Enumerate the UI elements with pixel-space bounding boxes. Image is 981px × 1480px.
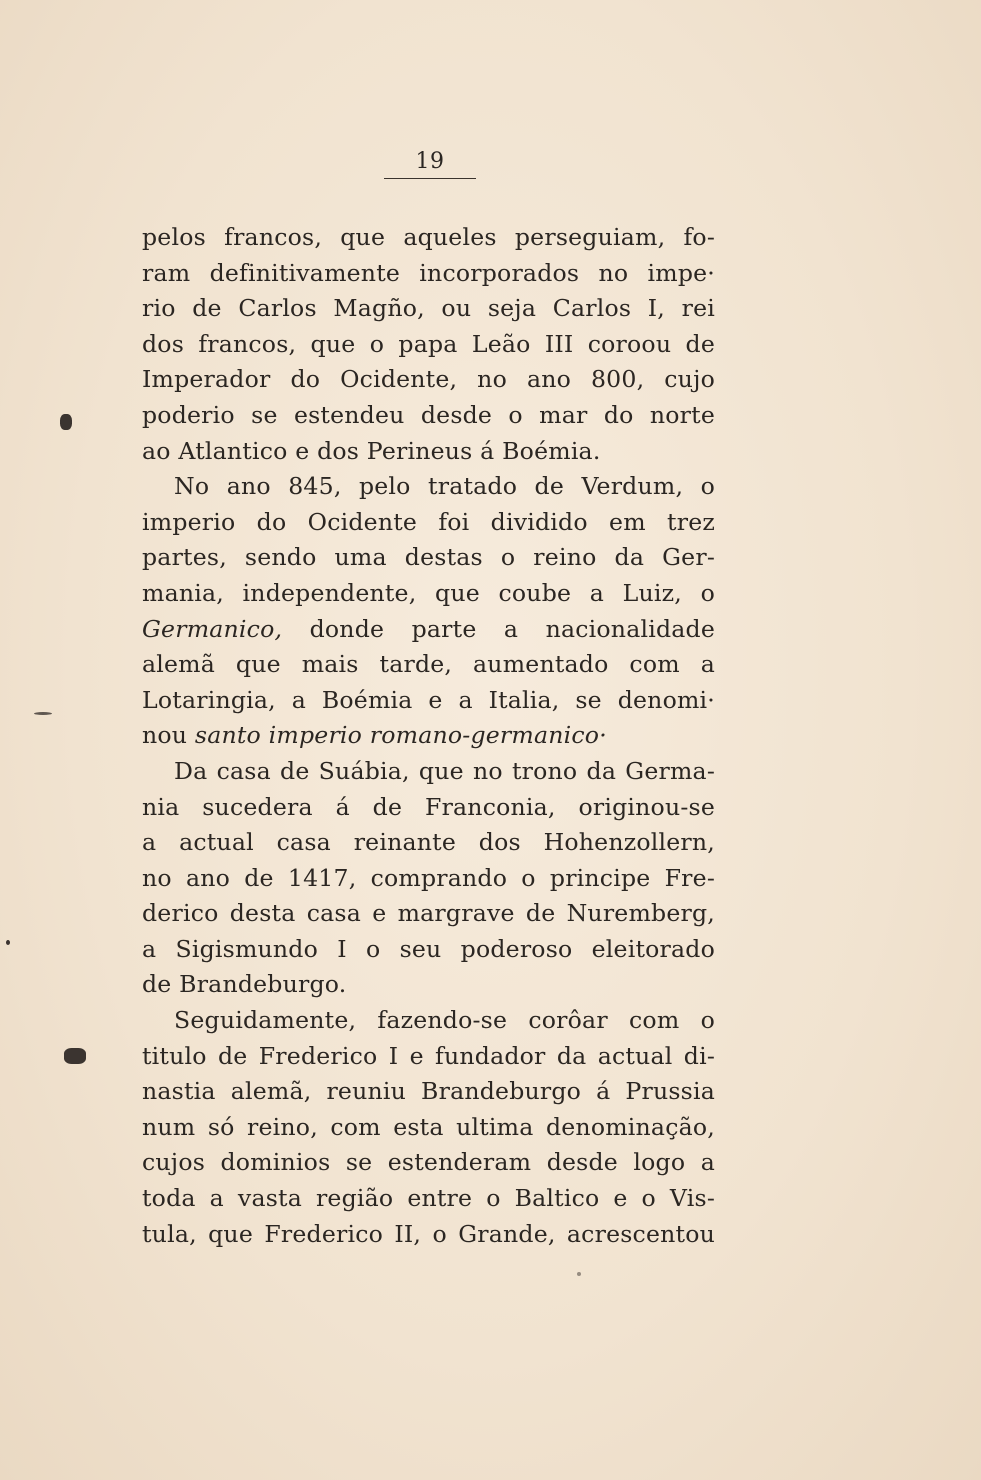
text-line: a Sigismundo I o seu poderoso eleitorado bbox=[142, 934, 715, 963]
text-line: nia sucedera á de Franconia, originou-se bbox=[142, 792, 715, 821]
text-line: num só reino, com esta ultima denominação, bbox=[142, 1112, 715, 1141]
text-line: poderio se estendeu desde o mar do norte bbox=[142, 400, 715, 429]
text-line: Lotaringia, a Boémia e a Italia, se denomi· bbox=[142, 685, 715, 714]
text-line: tula, que Frederico II, o Grande, acrescentou bbox=[142, 1219, 715, 1248]
text-line: derico desta casa e margrave de Nuremberg, bbox=[142, 899, 715, 928]
text-line: Da casa de Suábia, que no trono da Germa- bbox=[174, 756, 715, 785]
paper-speck bbox=[577, 1272, 581, 1276]
page-header bbox=[384, 148, 476, 179]
text-span: nou bbox=[142, 721, 195, 750]
text-line: dos francos, que o papa Leão III coroou de bbox=[142, 329, 715, 358]
text-line: titulo de Frederico I e fundador da actual di- bbox=[142, 1041, 715, 1070]
text-line: pelos francos, que aqueles perseguiam, fo- bbox=[142, 223, 715, 251]
text-line: a actual casa reinante dos Hohenzollern, bbox=[142, 828, 715, 857]
text-line: alemã que mais tarde, aumentado com a bbox=[142, 650, 715, 679]
paper-speck bbox=[60, 414, 72, 430]
text-line: Imperador do Ocidente, no ano 800, cujo bbox=[142, 365, 715, 394]
page-number-rule bbox=[384, 178, 476, 179]
text-line: mania, independente, que coube a Luiz, o bbox=[142, 578, 715, 607]
text-line: de Brandeburgo. bbox=[142, 970, 347, 999]
text-line: cujos dominios se estenderam desde logo a bbox=[142, 1148, 715, 1177]
body-text bbox=[142, 220, 715, 1252]
page-number: 19 bbox=[415, 149, 445, 174]
text-line: imperio do Ocidente foi dividido em trez bbox=[142, 507, 715, 536]
text-line: Seguidamente, fazendo-se corôar com o bbox=[174, 1006, 715, 1035]
text-line: no ano de 1417, comprando o principe Fre- bbox=[142, 863, 715, 892]
text-line: partes, sendo uma destas o reino da Ger- bbox=[142, 543, 715, 572]
paper-speck bbox=[6, 940, 10, 945]
text-line: ao Atlantico e dos Perineus á Boémia. bbox=[142, 436, 601, 465]
paper-speck bbox=[34, 712, 52, 715]
text-line bbox=[142, 718, 715, 754]
text-span: donde parte a nacionalidade bbox=[282, 614, 715, 643]
italic-term: santo imperio romano-germanico· bbox=[194, 721, 607, 750]
paper-speck bbox=[64, 1048, 86, 1064]
text-line bbox=[142, 612, 715, 648]
text-line: nastia alemã, reuniu Brandeburgo á Prussia bbox=[142, 1077, 715, 1106]
text-line: toda a vasta região entre o Baltico e o Vis- bbox=[142, 1184, 715, 1213]
text-line: No ano 845, pelo tratado de Verdum, o bbox=[174, 472, 715, 501]
italic-term: Germanico, bbox=[142, 614, 283, 643]
text-line: rio de Carlos Magño, ou seja Carlos I, rei bbox=[142, 294, 715, 323]
text-line: ram definitivamente incorporados no impe· bbox=[142, 258, 715, 287]
